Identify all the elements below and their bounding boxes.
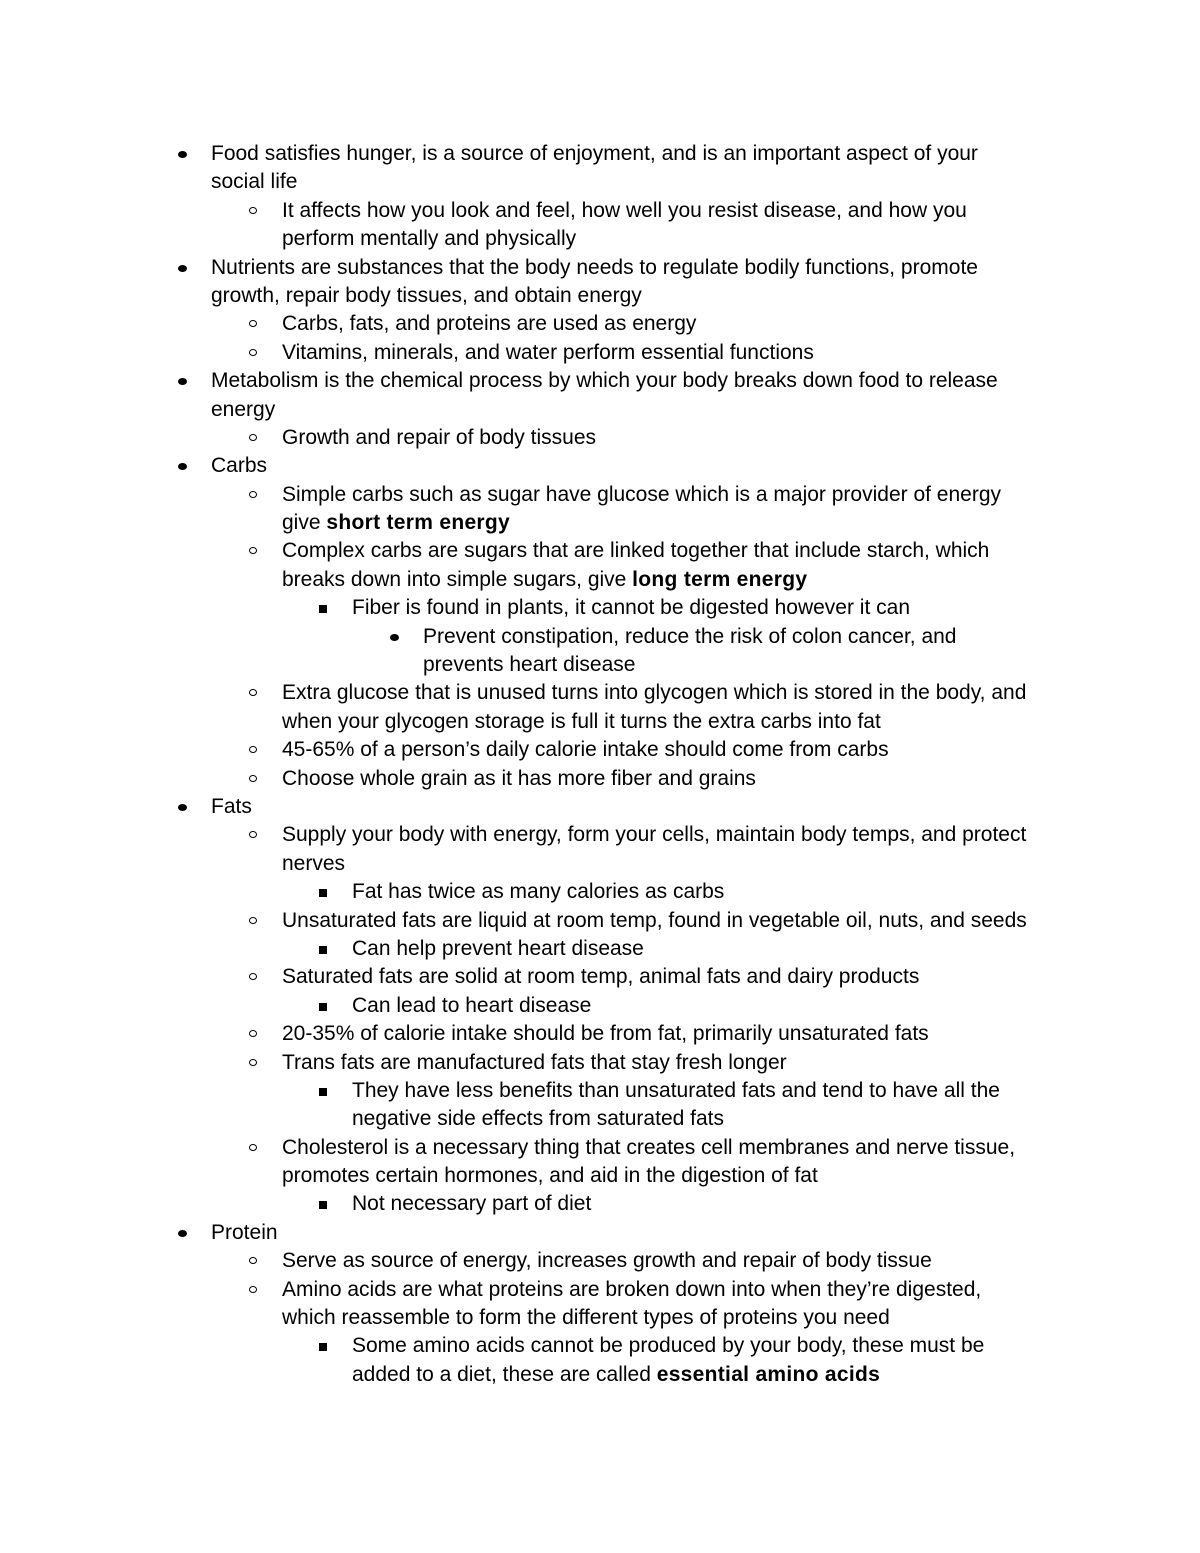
circle-bullet-icon [249,1257,257,1264]
text-run: give [282,511,327,535]
text-run: Growth and repair of body tissues [282,425,596,449]
note-text [282,481,1001,509]
note-item-continuation [0,225,1200,253]
note-item-continuation [0,1105,1200,1133]
text-run: Vitamins, minerals, and water perform essential functions [282,340,814,364]
text-run: energy [211,397,276,421]
note-text [282,1162,818,1190]
square-bullet-icon [319,889,327,897]
note-item [0,339,1200,367]
note-text [352,992,591,1020]
text-run: negative side effects from saturated fats [352,1107,724,1131]
text-run: Fats [211,794,252,818]
circle-bullet-icon [249,547,257,554]
text-run: added to a diet, these are called [352,1362,657,1386]
note-item [0,1020,1200,1048]
note-text [282,197,967,225]
note-item-continuation [0,1304,1200,1332]
note-text [352,594,910,622]
text-run: which reassemble to form the different types of proteins you need [282,1306,890,1330]
circle-bullet-icon [249,349,257,356]
note-item [0,1134,1200,1162]
note-item [0,254,1200,282]
text-run: Food satisfies hunger, is a source of enjoyment, and is an important aspect of your [211,142,978,165]
note-text [282,509,510,537]
note-item-continuation [0,168,1200,196]
text-run: Fat has twice as many calories as carbs [352,880,725,904]
note-text [282,907,1027,935]
circle-bullet-icon [249,434,257,441]
text-run: Carbs, fats, and proteins are used as energy [282,312,697,336]
note-text [282,225,576,253]
text-run: Not necessary part of diet [352,1192,592,1216]
note-item-continuation [0,708,1200,736]
note-text [282,1134,1015,1162]
note-text [423,651,635,679]
circle-bullet-icon [249,831,257,838]
text-run: prevents heart disease [423,653,636,677]
note-text [352,935,644,963]
text-run: 45-65% of a person’s daily calorie intake should come from carbs [282,738,889,762]
square-bullet-icon [319,605,327,613]
note-item-continuation [0,509,1200,537]
note-text [352,1077,1000,1105]
note-item-continuation [0,850,1200,878]
note-text [282,1049,787,1077]
text-run: Fiber is found in plants, it cannot be digested however it can [352,596,910,620]
note-item [0,765,1200,793]
text-run: It affects how you look and feel, how well you resist disease, and how you [282,198,967,222]
text-run: Cholesterol is a necessary thing that creates cell membranes and nerve tissue, [282,1135,1016,1159]
note-item [0,1077,1200,1105]
square-bullet-icon [319,1003,327,1011]
note-text [282,736,889,764]
note-item [0,907,1200,935]
text-run: growth, repair body tissues, and obtain energy [211,283,642,307]
note-item [0,481,1200,509]
note-text [423,623,956,651]
text-run: Can help prevent heart disease [352,936,644,960]
square-bullet-icon [319,946,327,954]
note-text [211,254,978,282]
note-text [282,850,345,878]
square-bullet-icon [319,1201,327,1209]
circle-bullet-icon [249,1059,257,1066]
circle-bullet-icon [249,689,257,696]
text-run: Serve as source of energy, increases growth and repair of body tissue [282,1249,932,1273]
text-run: Carbs [211,454,268,478]
note-text [211,396,275,424]
text-run: Trans fats are manufactured fats that stay fresh longer [282,1050,787,1074]
square-bullet-icon [319,1343,327,1351]
text-run: Extra glucose that is unused turns into glycogen which is stored in the body, and [282,681,1027,705]
note-text [352,1361,880,1389]
circle-bullet-icon [249,491,257,498]
note-item [0,424,1200,452]
note-text [282,339,814,367]
disc-bullet-icon [178,378,187,385]
note-text [352,1105,724,1133]
disc-bullet-icon [178,151,187,158]
note-item [0,1049,1200,1077]
note-text [211,367,998,395]
circle-bullet-icon [249,207,257,214]
note-item [0,537,1200,565]
circle-bullet-icon [249,917,257,924]
note-text [211,140,978,168]
text-run: Nutrients are substances that the body needs to regulate bodily functions, promote [211,255,978,279]
disc-bullet-icon [178,804,187,811]
text-run: Choose whole grain as it has more fiber and grains [282,766,756,790]
note-text [282,424,596,452]
text-run: perform mentally and physically [282,227,577,251]
note-text [282,566,807,594]
note-text [282,537,989,565]
note-item [0,935,1200,963]
bold-term: short term energy [326,511,511,535]
text-run: Some amino acids cannot be produced by your body, these must be [352,1334,985,1358]
note-text [282,679,1026,707]
note-text [211,168,297,196]
note-item [0,878,1200,906]
bold-term: long term energy [632,567,808,591]
note-text [282,1304,890,1332]
note-item [0,140,1200,168]
note-item [0,197,1200,225]
note-item-continuation [0,651,1200,679]
note-item [0,736,1200,764]
note-text [352,1332,984,1360]
note-text [282,310,696,338]
note-text [282,821,1026,849]
note-item-continuation [0,566,1200,594]
note-text [211,282,642,310]
note-text [282,1020,929,1048]
note-item [0,452,1200,480]
note-item [0,367,1200,395]
text-run: Saturated fats are solid at room temp, animal fats and dairy products [282,965,920,989]
note-item [0,594,1200,622]
text-run: social life [211,170,298,194]
circle-bullet-icon [249,746,257,753]
disc-bullet-icon [390,634,399,641]
text-run: Supply your body with energy, form your cells, maintain body temps, and protect [282,823,1027,847]
note-item [0,963,1200,991]
note-item [0,1219,1200,1247]
note-item [0,1332,1200,1360]
note-item [0,1190,1200,1218]
note-text [282,765,756,793]
note-item [0,992,1200,1020]
note-text [282,1247,932,1275]
text-run: Prevent constipation, reduce the risk of colon cancer, and [423,624,957,648]
note-item [0,679,1200,707]
notes-document [0,140,1200,1389]
text-run: Amino acids are what proteins are broken down into when they’re digested, [282,1277,982,1301]
text-run: Metabolism is the chemical process by which your body breaks down food to release [211,369,998,393]
circle-bullet-icon [249,775,257,782]
circle-bullet-icon [249,973,257,980]
text-run: Protein [211,1220,278,1244]
text-run: breaks down into simple sugars, give [282,567,633,591]
note-item [0,793,1200,821]
note-item-continuation [0,1361,1200,1389]
note-item [0,821,1200,849]
note-text [282,708,881,736]
text-run: Can lead to heart disease [352,993,592,1017]
note-text [211,1219,278,1247]
disc-bullet-icon [178,463,187,470]
disc-bullet-icon [178,265,187,272]
bold-term: essential amino acids [656,1362,881,1386]
text-run: when your glycogen storage is full it turns the extra carbs into fat [282,709,881,733]
note-text [352,878,724,906]
note-item [0,310,1200,338]
note-text [282,1276,981,1304]
circle-bullet-icon [249,1144,257,1151]
note-text [211,793,252,821]
disc-bullet-icon [178,1230,187,1237]
note-item-continuation [0,396,1200,424]
note-item [0,1247,1200,1275]
note-text [352,1190,591,1218]
note-item-continuation [0,282,1200,310]
text-run: They have less benefits than unsaturated fats and tend to have all the [352,1078,1000,1102]
circle-bullet-icon [249,1286,257,1293]
circle-bullet-icon [249,320,257,327]
text-run: nerves [282,851,346,875]
text-run: Unsaturated fats are liquid at room temp, found in vegetable oil, nuts, and seeds [282,908,1027,932]
text-run: promotes certain hormones, and aid in the digestion of fat [282,1164,818,1188]
note-item-continuation [0,1162,1200,1190]
square-bullet-icon [319,1088,327,1096]
note-text [282,963,919,991]
note-item [0,623,1200,651]
text-run: 20-35% of calorie intake should be from fat, primarily unsaturated fats [282,1022,929,1046]
note-text [211,452,267,480]
note-item [0,1276,1200,1304]
text-run: Complex carbs are sugars that are linked together that include starch, which [282,539,990,563]
text-run: Simple carbs such as sugar have glucose which is a major provider of energy [282,482,1002,506]
circle-bullet-icon [249,1030,257,1037]
